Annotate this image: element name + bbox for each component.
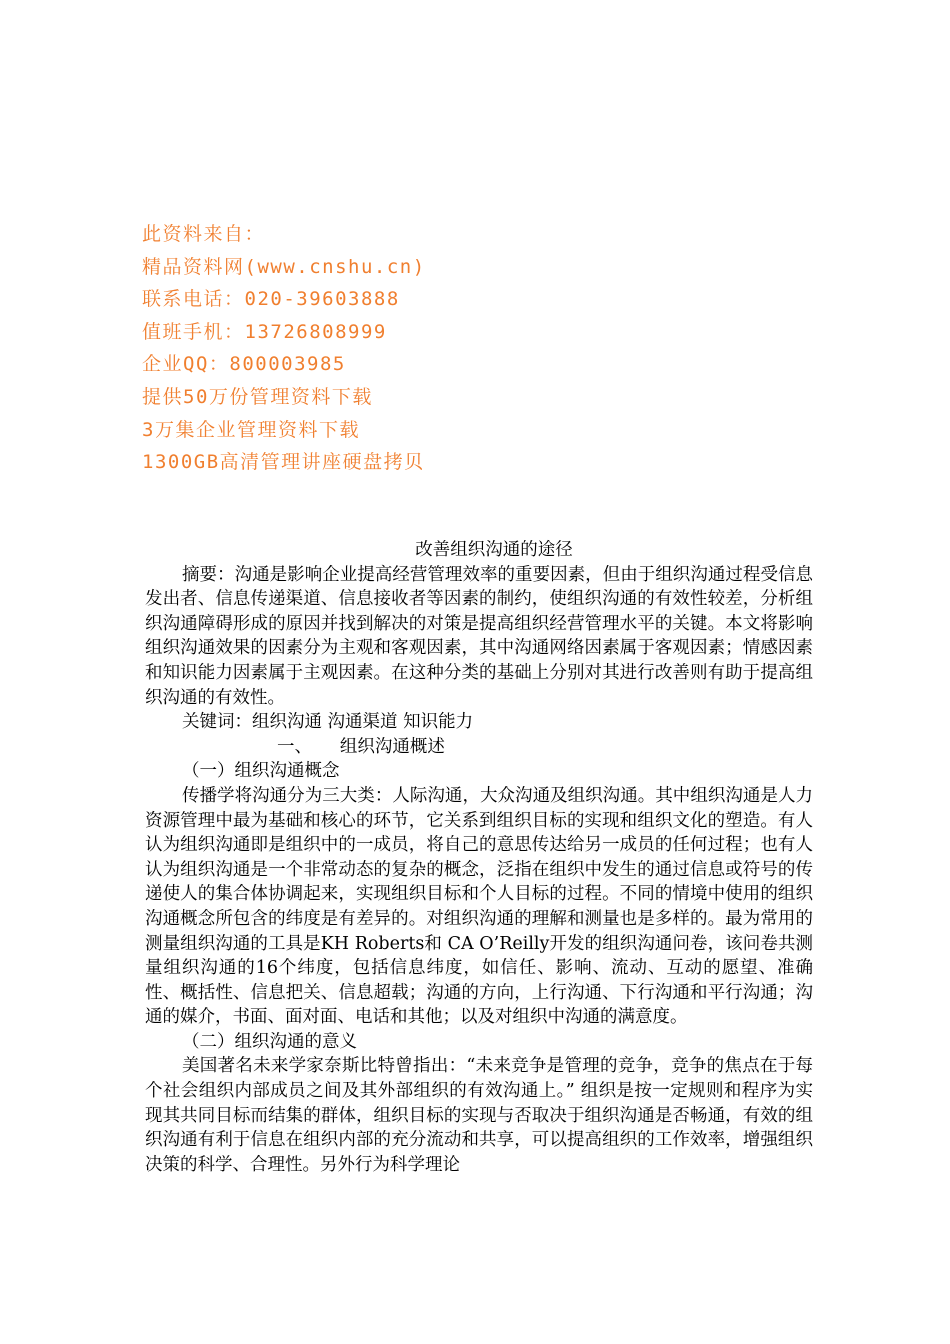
source-line-qq: 企业QQ：800003985 bbox=[142, 353, 346, 376]
source-line-mobile: 值班手机：13726808999 bbox=[142, 320, 387, 343]
source-line-offer-1: 提供50万份管理资料下载 bbox=[142, 385, 373, 408]
source-line-phone: 联系电话：020-39603888 bbox=[142, 288, 400, 311]
subsection-heading-2: （二）组织沟通的意义 bbox=[182, 1031, 357, 1052]
article-body bbox=[145, 538, 813, 1177]
keywords-line: 关键词：组织沟通 沟通渠道 知识能力 bbox=[182, 712, 474, 733]
source-line-offer-3: 1300GB高清管理讲座硬盘拷贝 bbox=[142, 451, 425, 474]
subsection-heading-1: （一）组织沟通概念 bbox=[182, 761, 340, 782]
section-heading-1: 一、 组织沟通概述 bbox=[277, 736, 445, 757]
source-line-from: 此资料来自： bbox=[142, 223, 266, 245]
article-title: 改善组织沟通的途径 bbox=[415, 540, 573, 560]
source-line-website: 精品资料网(www.cnshu.cn) bbox=[142, 255, 426, 278]
source-line-offer-2: 3万集企业管理资料下载 bbox=[142, 418, 360, 441]
abstract-paragraph: 摘要：沟通是影响企业提高经营管理效率的重要因素，但由于组织沟通过程受信息发出者、信息传递渠道、信息接收者等因素的制约，使组织沟通的有效性较差，分析组织沟通障碍形成的原因并找到解决的对策是提高组织经营管理水平的关键。本文将影响组织沟通效果的因素分为主观和客观因素，其中沟通网络因素属于客观因素；情感因素和知识能力因素属于主观因素。在这种分类的基础上分别对其进行改善则有助于提高组织沟通的有效性。 bbox=[145, 564, 813, 708]
subsection-1-paragraph: 传播学将沟通分为三大类：人际沟通，大众沟通及组织沟通。其中组织沟通是人力资源管理中最为基础和核心的环节，它关系到组织目标的实现和组织文化的塑造。有人认为组织沟通即是组织中的一成员，将自己的意思传达给另一成员的任何过程；也有人认为组织沟通是一个非常动态的复杂的概念，泛指在组织中发生的通过信息或符号的传递使人的集合体协调起来，实现组织目标和个人目标的过程。不同的情境中使用的组织沟通概念所包含的纬度是有差异的。对组织沟通的理解和测量也是多样的。最为常用的测量组织沟通的工具是KH Roberts和 CA O’Reilly开发的组织沟通问卷，该问卷共测量组织沟通的16个纬度，包括信息纬度，如信任、影响、流动、互动的愿望、准确性、概括性、信息把关、信息超载；沟通的方向，上行沟通、下行沟通和平行沟通；沟通的媒介，书面、面对面、电话和其他；以及对组织中沟通的满意度。 bbox=[145, 785, 813, 1028]
subsection-2-paragraph: 美国著名未来学家奈斯比特曾指出：“未来竞争是管理的竞争，竞争的焦点在于每个社会组织内部成员之间及其外部组织的有效沟通上。” 组织是按一定规则和程序为实现其共同目标而结集的群体，组织目标的实现与否取决于组织沟通是否畅通，有效的组织沟通有利于信息在组织内部的充分流动和共享，可以提高组织的工作效率，增强组织决策的科学、合理性。另外行为科学理论 bbox=[145, 1056, 813, 1175]
source-info-block bbox=[142, 218, 662, 479]
